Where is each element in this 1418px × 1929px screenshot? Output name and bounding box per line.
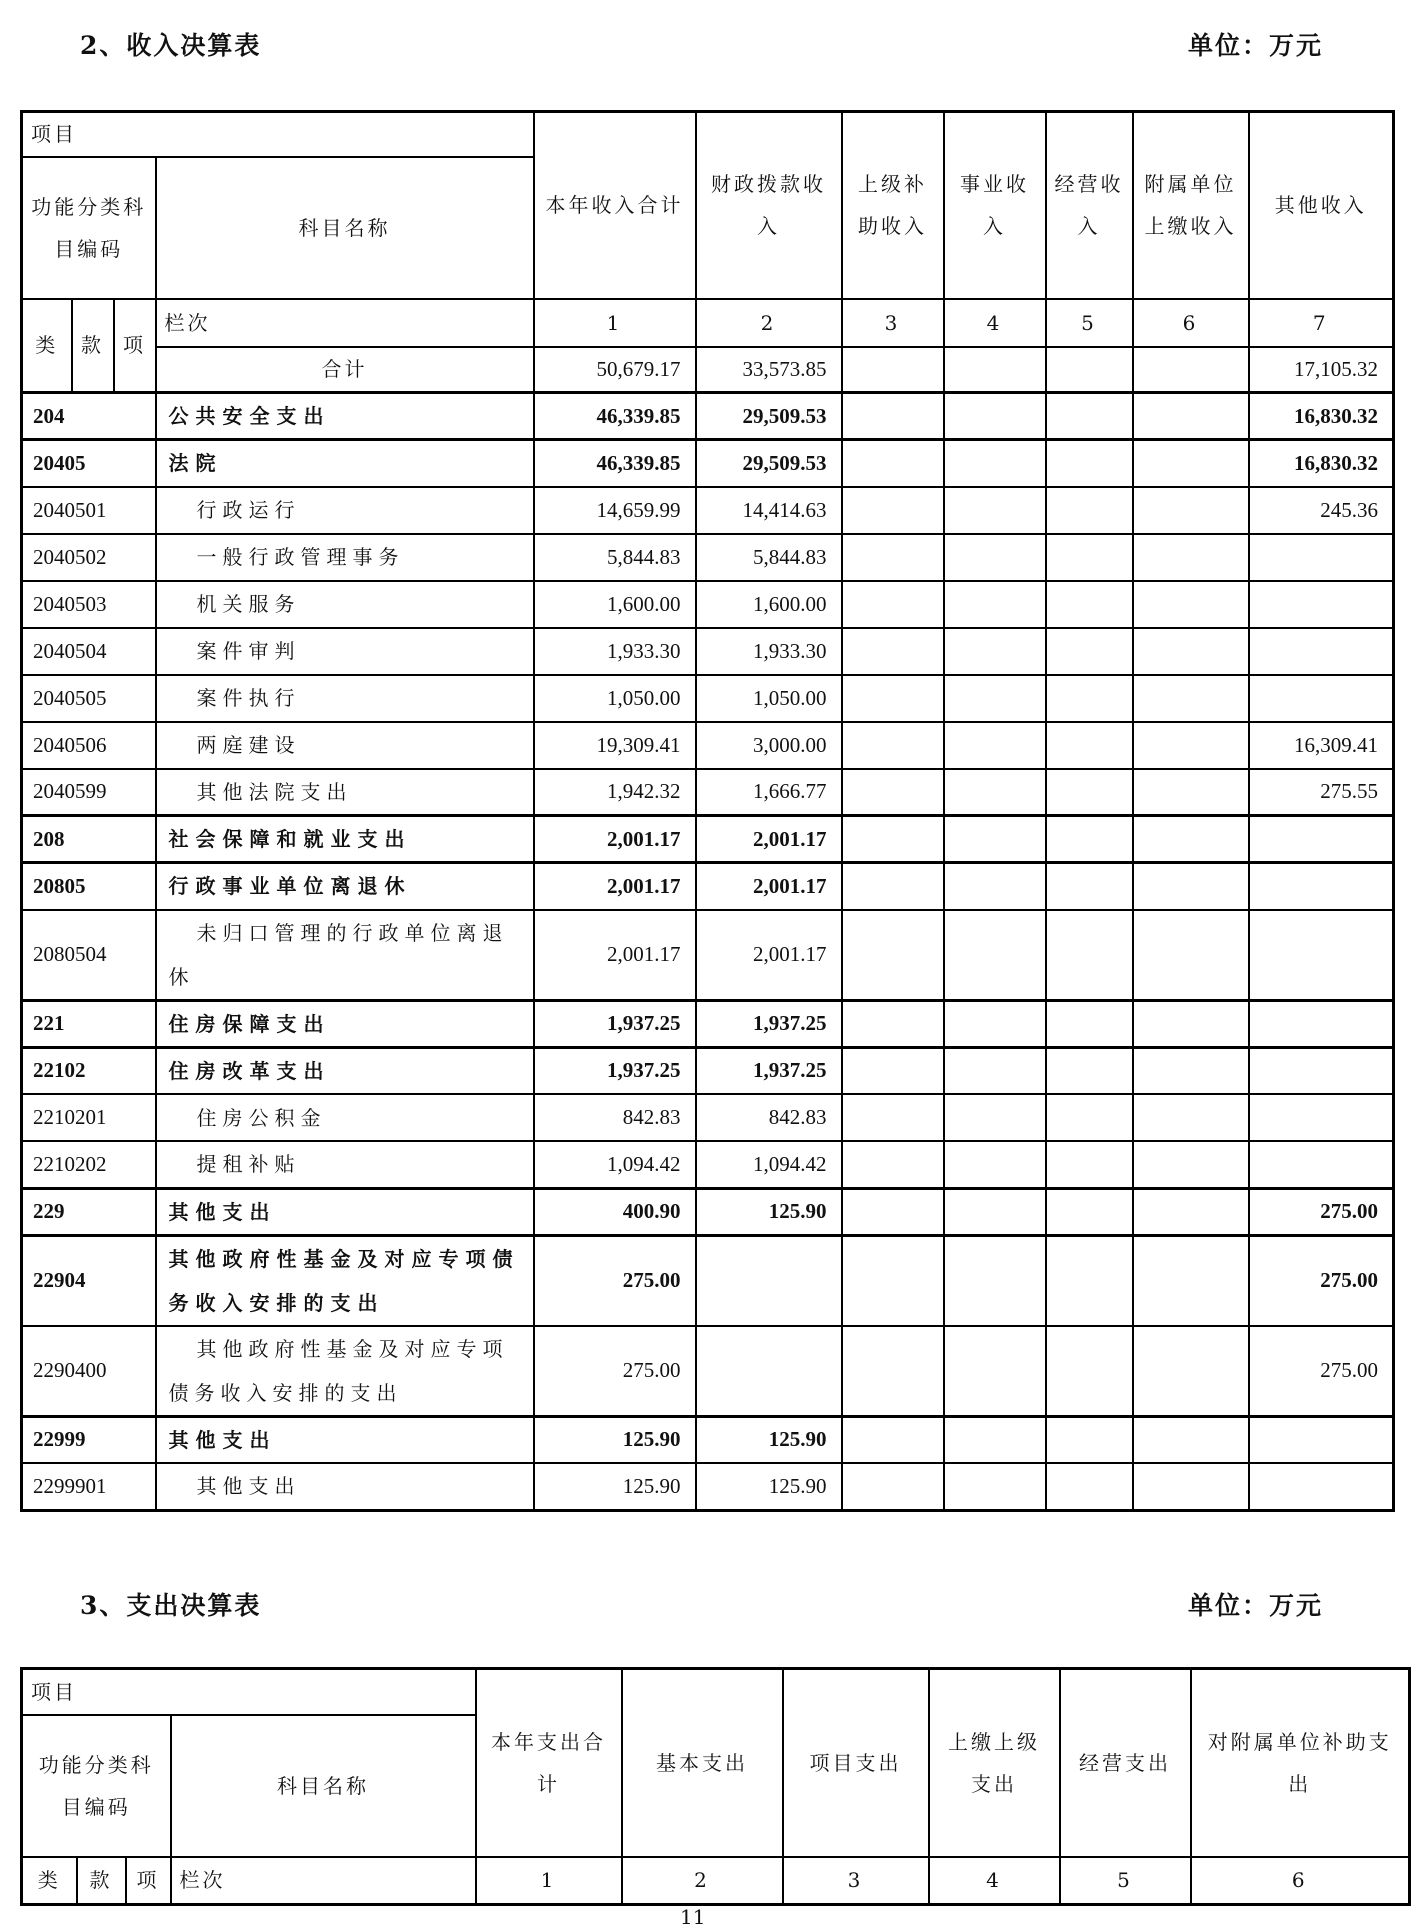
subject-name: 其他法院支出 bbox=[156, 769, 534, 816]
amount-cell bbox=[1046, 910, 1133, 1001]
amount-cell: 19,309.41 bbox=[534, 722, 696, 769]
table-row bbox=[22, 1235, 1394, 1326]
amount-cell bbox=[1133, 675, 1249, 722]
amount-cell bbox=[944, 722, 1046, 769]
subject-name: 其他政府性基金及对应专项债务收入安排的支出 bbox=[156, 1326, 534, 1417]
header-col-business: 事业收入 bbox=[944, 112, 1046, 299]
amount-cell: 1,666.77 bbox=[696, 769, 842, 816]
amount-cell: 1,933.30 bbox=[534, 628, 696, 675]
amount-cell: 2,001.17 bbox=[696, 910, 842, 1001]
amount-cell bbox=[1046, 1235, 1133, 1326]
amount-cell bbox=[842, 1047, 944, 1094]
amount-cell bbox=[1046, 675, 1133, 722]
amount-cell bbox=[1133, 1094, 1249, 1141]
amount-cell bbox=[842, 581, 944, 628]
total-value bbox=[842, 347, 944, 393]
amount-cell bbox=[1133, 1141, 1249, 1188]
subject-code: 22904 bbox=[22, 1235, 156, 1326]
amount-cell bbox=[1249, 1416, 1394, 1463]
subject-code: 221 bbox=[22, 1000, 156, 1047]
total-value: 33,573.85 bbox=[696, 347, 842, 393]
amount-cell: 275.55 bbox=[1249, 769, 1394, 816]
amount-cell: 1,050.00 bbox=[534, 675, 696, 722]
subject-code: 22999 bbox=[22, 1416, 156, 1463]
subject-code: 2299901 bbox=[22, 1463, 156, 1510]
header-item: 项目 bbox=[22, 112, 534, 157]
amount-cell bbox=[842, 863, 944, 910]
amount-cell bbox=[842, 628, 944, 675]
header-kuan: 款 bbox=[77, 1857, 126, 1905]
col-number: 2 bbox=[622, 1857, 783, 1905]
amount-cell bbox=[1249, 675, 1394, 722]
amount-cell bbox=[1046, 440, 1133, 487]
table-row bbox=[22, 769, 1394, 816]
amount-cell bbox=[842, 1000, 944, 1047]
table-row bbox=[22, 1326, 1394, 1417]
subject-code: 2210202 bbox=[22, 1141, 156, 1188]
amount-cell bbox=[944, 769, 1046, 816]
income-unit-label: 单位：万元 bbox=[1188, 31, 1324, 60]
amount-cell bbox=[842, 910, 944, 1001]
income-table bbox=[20, 110, 1395, 1512]
amount-cell bbox=[1133, 393, 1249, 440]
amount-cell bbox=[944, 1094, 1046, 1141]
subject-name: 案件执行 bbox=[156, 675, 534, 722]
amount-cell bbox=[1133, 863, 1249, 910]
income-table-title: 2、收入决算表 bbox=[80, 31, 262, 60]
amount-cell: 125.90 bbox=[696, 1463, 842, 1510]
subject-name: 行政运行 bbox=[156, 487, 534, 534]
col-number: 6 bbox=[1191, 1857, 1410, 1905]
amount-cell bbox=[1046, 816, 1133, 863]
amount-cell: 1,942.32 bbox=[534, 769, 696, 816]
table-row bbox=[22, 1094, 1394, 1141]
header-subject-name: 科目名称 bbox=[156, 157, 534, 299]
amount-cell bbox=[1046, 1047, 1133, 1094]
amount-cell bbox=[842, 816, 944, 863]
amount-cell bbox=[1133, 1326, 1249, 1417]
amount-cell bbox=[842, 1235, 944, 1326]
amount-cell: 842.83 bbox=[534, 1094, 696, 1141]
amount-cell bbox=[944, 393, 1046, 440]
amount-cell bbox=[842, 534, 944, 581]
subject-code: 2040505 bbox=[22, 675, 156, 722]
subject-code: 2210201 bbox=[22, 1094, 156, 1141]
amount-cell bbox=[842, 1094, 944, 1141]
amount-cell bbox=[1133, 1047, 1249, 1094]
amount-cell bbox=[1133, 581, 1249, 628]
header-func-code: 功能分类科目编码 bbox=[22, 157, 156, 299]
table-row bbox=[22, 1188, 1394, 1235]
amount-cell: 1,050.00 bbox=[696, 675, 842, 722]
amount-cell bbox=[1046, 487, 1133, 534]
amount-cell: 275.00 bbox=[534, 1235, 696, 1326]
expense-unit-label: 单位：万元 bbox=[1188, 1591, 1324, 1620]
amount-cell bbox=[1249, 816, 1394, 863]
header-col-other: 其他收入 bbox=[1249, 112, 1394, 299]
amount-cell: 5,844.83 bbox=[534, 534, 696, 581]
subject-name: 两庭建设 bbox=[156, 722, 534, 769]
amount-cell bbox=[1249, 863, 1394, 910]
amount-cell: 275.00 bbox=[1249, 1188, 1394, 1235]
amount-cell bbox=[1046, 1188, 1133, 1235]
col-number: 7 bbox=[1249, 299, 1394, 347]
header-col-project: 项目支出 bbox=[783, 1669, 929, 1857]
table-row bbox=[22, 816, 1394, 863]
header-col-fiscal: 财政拨款收入 bbox=[696, 112, 842, 299]
col-number: 2 bbox=[696, 299, 842, 347]
amount-cell: 16,830.32 bbox=[1249, 393, 1394, 440]
subject-code: 208 bbox=[22, 816, 156, 863]
subject-code: 204 bbox=[22, 393, 156, 440]
header-item: 项目 bbox=[22, 1669, 476, 1715]
header-col-affiliated: 附属单位上缴收入 bbox=[1133, 112, 1249, 299]
table-row bbox=[22, 1000, 1394, 1047]
header-kuan: 款 bbox=[72, 299, 114, 393]
table-row bbox=[22, 722, 1394, 769]
header-xiang: 项 bbox=[114, 299, 156, 393]
table-row bbox=[22, 910, 1394, 1001]
table-row bbox=[22, 440, 1394, 487]
total-value bbox=[1046, 347, 1133, 393]
subject-name: 其他支出 bbox=[156, 1463, 534, 1510]
amount-cell bbox=[1046, 1000, 1133, 1047]
amount-cell bbox=[944, 534, 1046, 581]
amount-cell: 3,000.00 bbox=[696, 722, 842, 769]
amount-cell: 245.36 bbox=[1249, 487, 1394, 534]
amount-cell: 1,094.42 bbox=[534, 1141, 696, 1188]
header-lei: 类 bbox=[22, 299, 72, 393]
header-lanci: 栏次 bbox=[171, 1857, 476, 1905]
amount-cell bbox=[1249, 1463, 1394, 1510]
amount-cell bbox=[944, 628, 1046, 675]
amount-cell: 2,001.17 bbox=[696, 816, 842, 863]
table-row bbox=[22, 1141, 1394, 1188]
amount-cell: 14,414.63 bbox=[696, 487, 842, 534]
subject-name: 其他政府性基金及对应专项债务收入安排的支出 bbox=[156, 1235, 534, 1326]
table-row bbox=[22, 628, 1394, 675]
subject-name: 住房改革支出 bbox=[156, 1047, 534, 1094]
header-col-operating: 经营收入 bbox=[1046, 112, 1133, 299]
subject-name: 机关服务 bbox=[156, 581, 534, 628]
amount-cell bbox=[944, 910, 1046, 1001]
amount-cell bbox=[1046, 393, 1133, 440]
subject-code: 229 bbox=[22, 1188, 156, 1235]
amount-cell bbox=[1046, 769, 1133, 816]
subject-code: 2040503 bbox=[22, 581, 156, 628]
col-number: 1 bbox=[476, 1857, 622, 1905]
amount-cell: 1,937.25 bbox=[534, 1000, 696, 1047]
subject-code: 22102 bbox=[22, 1047, 156, 1094]
amount-cell bbox=[1046, 628, 1133, 675]
table-row bbox=[22, 581, 1394, 628]
amount-cell bbox=[842, 769, 944, 816]
page-number: 11 bbox=[680, 1905, 706, 1929]
amount-cell bbox=[842, 675, 944, 722]
amount-cell bbox=[1133, 534, 1249, 581]
amount-cell bbox=[1046, 1326, 1133, 1417]
amount-cell: 46,339.85 bbox=[534, 440, 696, 487]
header-col-subsidy: 对附属单位补助支出 bbox=[1191, 1669, 1410, 1857]
header-col-basic: 基本支出 bbox=[622, 1669, 783, 1857]
amount-cell bbox=[1046, 581, 1133, 628]
header-subject-name: 科目名称 bbox=[171, 1715, 476, 1857]
table-row bbox=[22, 534, 1394, 581]
amount-cell: 1,094.42 bbox=[696, 1141, 842, 1188]
amount-cell: 2,001.17 bbox=[534, 863, 696, 910]
subject-name: 行政事业单位离退休 bbox=[156, 863, 534, 910]
amount-cell bbox=[842, 487, 944, 534]
col-number: 6 bbox=[1133, 299, 1249, 347]
expense-table bbox=[20, 1667, 1411, 1906]
col-number: 3 bbox=[842, 299, 944, 347]
amount-cell bbox=[944, 440, 1046, 487]
amount-cell bbox=[1249, 910, 1394, 1001]
amount-cell bbox=[842, 393, 944, 440]
subject-code: 2040506 bbox=[22, 722, 156, 769]
amount-cell bbox=[1133, 910, 1249, 1001]
amount-cell bbox=[842, 1188, 944, 1235]
subject-name: 法院 bbox=[156, 440, 534, 487]
amount-cell bbox=[1133, 722, 1249, 769]
subject-code: 2040599 bbox=[22, 769, 156, 816]
total-value bbox=[1133, 347, 1249, 393]
header-lanci: 栏次 bbox=[156, 299, 534, 347]
subject-code: 2040501 bbox=[22, 487, 156, 534]
amount-cell: 275.00 bbox=[1249, 1235, 1394, 1326]
amount-cell bbox=[1249, 581, 1394, 628]
amount-cell: 1,937.25 bbox=[696, 1047, 842, 1094]
header-col-total: 本年支出合计 bbox=[476, 1669, 622, 1857]
subject-name: 其他支出 bbox=[156, 1416, 534, 1463]
subject-name: 其他支出 bbox=[156, 1188, 534, 1235]
table-row bbox=[22, 1416, 1394, 1463]
amount-cell bbox=[944, 1235, 1046, 1326]
amount-cell: 125.90 bbox=[534, 1463, 696, 1510]
amount-cell: 2,001.17 bbox=[534, 816, 696, 863]
amount-cell: 16,309.41 bbox=[1249, 722, 1394, 769]
amount-cell bbox=[842, 1463, 944, 1510]
amount-cell: 5,844.83 bbox=[696, 534, 842, 581]
amount-cell bbox=[944, 1326, 1046, 1417]
col-number: 3 bbox=[783, 1857, 929, 1905]
amount-cell bbox=[1249, 1047, 1394, 1094]
amount-cell bbox=[944, 1047, 1046, 1094]
amount-cell bbox=[1046, 863, 1133, 910]
amount-cell bbox=[1133, 769, 1249, 816]
amount-cell: 14,659.99 bbox=[534, 487, 696, 534]
amount-cell bbox=[842, 1141, 944, 1188]
amount-cell: 16,830.32 bbox=[1249, 440, 1394, 487]
amount-cell: 1,937.25 bbox=[696, 1000, 842, 1047]
subject-code: 2040502 bbox=[22, 534, 156, 581]
subject-code: 20805 bbox=[22, 863, 156, 910]
amount-cell bbox=[944, 816, 1046, 863]
amount-cell bbox=[944, 1463, 1046, 1510]
amount-cell bbox=[1133, 1463, 1249, 1510]
amount-cell: 125.90 bbox=[696, 1188, 842, 1235]
amount-cell: 1,933.30 bbox=[696, 628, 842, 675]
table-row bbox=[22, 487, 1394, 534]
amount-cell bbox=[1046, 1416, 1133, 1463]
subject-code: 2080504 bbox=[22, 910, 156, 1001]
amount-cell bbox=[1249, 628, 1394, 675]
amount-cell bbox=[1133, 816, 1249, 863]
col-number: 4 bbox=[929, 1857, 1060, 1905]
subject-name: 住房公积金 bbox=[156, 1094, 534, 1141]
amount-cell bbox=[1133, 1416, 1249, 1463]
amount-cell: 2,001.17 bbox=[534, 910, 696, 1001]
amount-cell: 400.90 bbox=[534, 1188, 696, 1235]
amount-cell: 275.00 bbox=[1249, 1326, 1394, 1417]
amount-cell: 125.90 bbox=[696, 1416, 842, 1463]
amount-cell bbox=[944, 1416, 1046, 1463]
total-value: 50,679.17 bbox=[534, 347, 696, 393]
amount-cell bbox=[1046, 1463, 1133, 1510]
header-col-remit: 上缴上级支出 bbox=[929, 1669, 1060, 1857]
amount-cell bbox=[944, 1000, 1046, 1047]
header-col-operating: 经营支出 bbox=[1060, 1669, 1191, 1857]
header-col-total: 本年收入合计 bbox=[534, 112, 696, 299]
amount-cell bbox=[1133, 440, 1249, 487]
header-func-code: 功能分类科目编码 bbox=[22, 1715, 171, 1857]
amount-cell: 275.00 bbox=[534, 1326, 696, 1417]
amount-cell: 1,600.00 bbox=[696, 581, 842, 628]
amount-cell bbox=[944, 487, 1046, 534]
subject-code: 20405 bbox=[22, 440, 156, 487]
total-value bbox=[944, 347, 1046, 393]
amount-cell: 842.83 bbox=[696, 1094, 842, 1141]
subject-name: 提租补贴 bbox=[156, 1141, 534, 1188]
subject-name: 社会保障和就业支出 bbox=[156, 816, 534, 863]
amount-cell: 29,509.53 bbox=[696, 393, 842, 440]
subject-name: 一般行政管理事务 bbox=[156, 534, 534, 581]
amount-cell bbox=[944, 1188, 1046, 1235]
amount-cell bbox=[1249, 1094, 1394, 1141]
subject-name: 未归口管理的行政单位离退休 bbox=[156, 910, 534, 1001]
amount-cell: 46,339.85 bbox=[534, 393, 696, 440]
table-row bbox=[22, 863, 1394, 910]
table-row bbox=[22, 1463, 1394, 1510]
amount-cell bbox=[1046, 722, 1133, 769]
amount-cell bbox=[1133, 1000, 1249, 1047]
amount-cell bbox=[696, 1326, 842, 1417]
subject-name: 公共安全支出 bbox=[156, 393, 534, 440]
expense-table-title: 3、支出决算表 bbox=[80, 1591, 262, 1620]
amount-cell bbox=[696, 1235, 842, 1326]
amount-cell: 1,937.25 bbox=[534, 1047, 696, 1094]
col-number: 5 bbox=[1046, 299, 1133, 347]
amount-cell bbox=[842, 1326, 944, 1417]
table-row bbox=[22, 675, 1394, 722]
amount-cell bbox=[1133, 1235, 1249, 1326]
amount-cell bbox=[1046, 1141, 1133, 1188]
header-col-superior: 上级补助收入 bbox=[842, 112, 944, 299]
amount-cell bbox=[1249, 1141, 1394, 1188]
amount-cell bbox=[1133, 628, 1249, 675]
amount-cell bbox=[1133, 487, 1249, 534]
total-row bbox=[22, 347, 1394, 393]
amount-cell: 125.90 bbox=[534, 1416, 696, 1463]
amount-cell bbox=[1133, 1188, 1249, 1235]
amount-cell bbox=[1046, 534, 1133, 581]
table-row bbox=[22, 1047, 1394, 1094]
amount-cell bbox=[1046, 1094, 1133, 1141]
header-xiang: 项 bbox=[126, 1857, 171, 1905]
total-value: 17,105.32 bbox=[1249, 347, 1394, 393]
amount-cell bbox=[944, 1141, 1046, 1188]
amount-cell bbox=[842, 440, 944, 487]
amount-cell: 2,001.17 bbox=[696, 863, 842, 910]
amount-cell: 1,600.00 bbox=[534, 581, 696, 628]
col-number: 1 bbox=[534, 299, 696, 347]
subject-name: 案件审判 bbox=[156, 628, 534, 675]
col-number: 4 bbox=[944, 299, 1046, 347]
amount-cell bbox=[944, 675, 1046, 722]
amount-cell: 29,509.53 bbox=[696, 440, 842, 487]
amount-cell bbox=[1249, 534, 1394, 581]
subject-name: 住房保障支出 bbox=[156, 1000, 534, 1047]
col-number: 5 bbox=[1060, 1857, 1191, 1905]
subject-code: 2040504 bbox=[22, 628, 156, 675]
amount-cell bbox=[842, 722, 944, 769]
amount-cell bbox=[944, 863, 1046, 910]
amount-cell bbox=[944, 581, 1046, 628]
table-row bbox=[22, 393, 1394, 440]
amount-cell bbox=[842, 1416, 944, 1463]
header-lei: 类 bbox=[22, 1857, 77, 1905]
amount-cell bbox=[1249, 1000, 1394, 1047]
total-label: 合计 bbox=[156, 347, 534, 393]
subject-code: 2290400 bbox=[22, 1326, 156, 1417]
